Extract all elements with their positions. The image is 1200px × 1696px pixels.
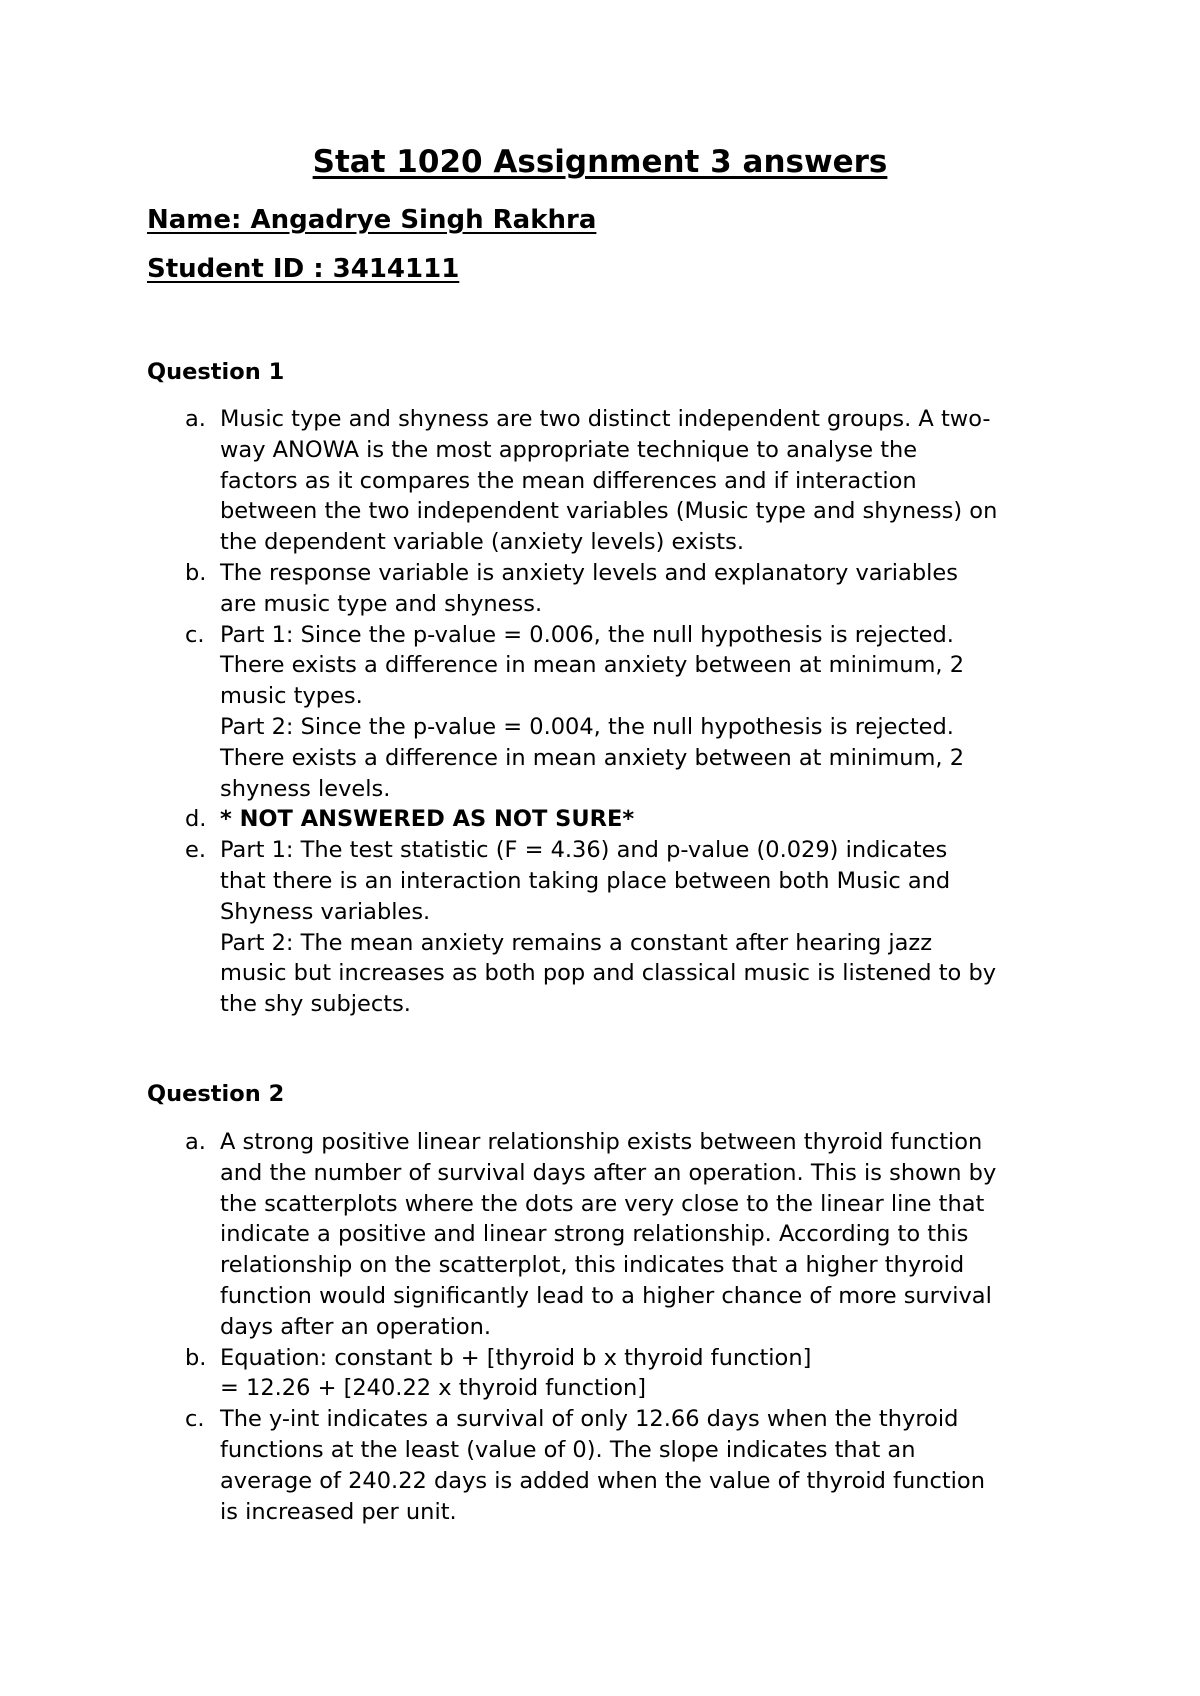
answer-line: music types. — [220, 683, 363, 710]
answer-line: average of 240.22 days is added when the value of thyroid function — [220, 1467, 985, 1494]
answer-line: functions at the least (value of 0). The slope indicates that an — [220, 1436, 916, 1463]
answer-marker: a. — [185, 406, 206, 432]
answer-marker: b. — [185, 1344, 207, 1371]
answer-line: The y-int indicates a survival of only 12.66 days when the thyroid — [220, 1406, 959, 1433]
answer-line: Music type and shyness are two distinct independent groups. A two- — [220, 406, 991, 432]
q1-answer-c — [147, 620, 1077, 805]
q2-answer-b — [147, 1343, 1077, 1405]
answer-line: days after an operation. — [220, 1313, 492, 1340]
answer-line: between the two independent variables (Music type and shyness) on — [220, 498, 998, 525]
document-title: Stat 1020 Assignment 3 answers — [312, 144, 888, 180]
student-id: Student ID : 3414111 — [147, 254, 460, 284]
answer-line: The response variable is anxiety levels and explanatory variables — [220, 559, 958, 586]
answer-line: factors as it compares the mean differences and if interaction — [220, 467, 917, 494]
answer-line: * NOT ANSWERED AS NOT SURE* — [220, 806, 635, 833]
answer-line: the dependent variable (anxiety levels) exists. — [220, 529, 744, 556]
q1-answer-b — [147, 558, 1077, 620]
student-name: Name: Angadrye Singh Rakhra — [147, 205, 597, 235]
answer-line: Equation: constant b + [thyroid b x thyroid function] — [220, 1344, 812, 1371]
answer-marker: d. — [185, 806, 207, 833]
q2-answer-c — [147, 1404, 1077, 1527]
answer-line: way ANOWA is the most appropriate technique to analyse the — [220, 436, 918, 463]
answer-line: are music type and shyness. — [220, 590, 543, 617]
answer-line: the scatterplots where the dots are very close to the linear line that — [220, 1190, 985, 1217]
question-1-heading: Question 1 — [147, 359, 285, 385]
answer-line: Part 1: Since the p-value = 0.006, the null hypothesis is rejected. — [220, 621, 954, 648]
question-1-answers — [147, 404, 1077, 1020]
answer-marker: c. — [185, 1406, 205, 1433]
answer-line: indicate a positive and linear strong relationship. According to this — [220, 1221, 969, 1248]
answer-marker: a. — [185, 1129, 206, 1155]
answer-line: is increased per unit. — [220, 1498, 457, 1525]
answer-line: and the number of survival days after an operation. This is shown by — [220, 1159, 997, 1186]
q1-answer-e — [147, 835, 1077, 1020]
answer-line: music but increases as both pop and classical music is listened to by — [220, 960, 997, 987]
answer-line: shyness levels. — [220, 775, 391, 802]
answer-line: A strong positive linear relationship exists between thyroid function — [220, 1129, 983, 1155]
question-2-heading: Question 2 — [147, 1081, 285, 1107]
answer-line: Part 2: Since the p-value = 0.004, the null hypothesis is rejected. — [220, 713, 954, 740]
q2-answer-a — [147, 1127, 1077, 1343]
answer-line: that there is an interaction taking place between both Music and — [220, 867, 951, 894]
answer-line: Shyness variables. — [220, 898, 431, 925]
answer-marker: e. — [185, 837, 206, 864]
answer-line: relationship on the scatterplot, this indicates that a higher thyroid — [220, 1252, 965, 1279]
answer-marker: b. — [185, 559, 207, 586]
answer-line: There exists a difference in mean anxiety between at minimum, 2 — [220, 744, 965, 771]
answer-marker: c. — [185, 621, 205, 648]
q1-answer-d — [147, 804, 1077, 835]
answer-line: Part 1: The test statistic (F = 4.36) and p-value (0.029) indicates — [220, 837, 948, 864]
answer-line: the shy subjects. — [220, 991, 411, 1018]
q1-answer-a — [147, 404, 1077, 558]
answer-line: = 12.26 + [240.22 x thyroid function] — [220, 1375, 646, 1402]
answer-line: Part 2: The mean anxiety remains a constant after hearing jazz — [220, 929, 933, 956]
answer-line: function would significantly lead to a higher chance of more survival — [220, 1282, 992, 1309]
answer-line: There exists a difference in mean anxiety between at minimum, 2 — [220, 652, 965, 679]
question-2-answers — [147, 1127, 1077, 1527]
